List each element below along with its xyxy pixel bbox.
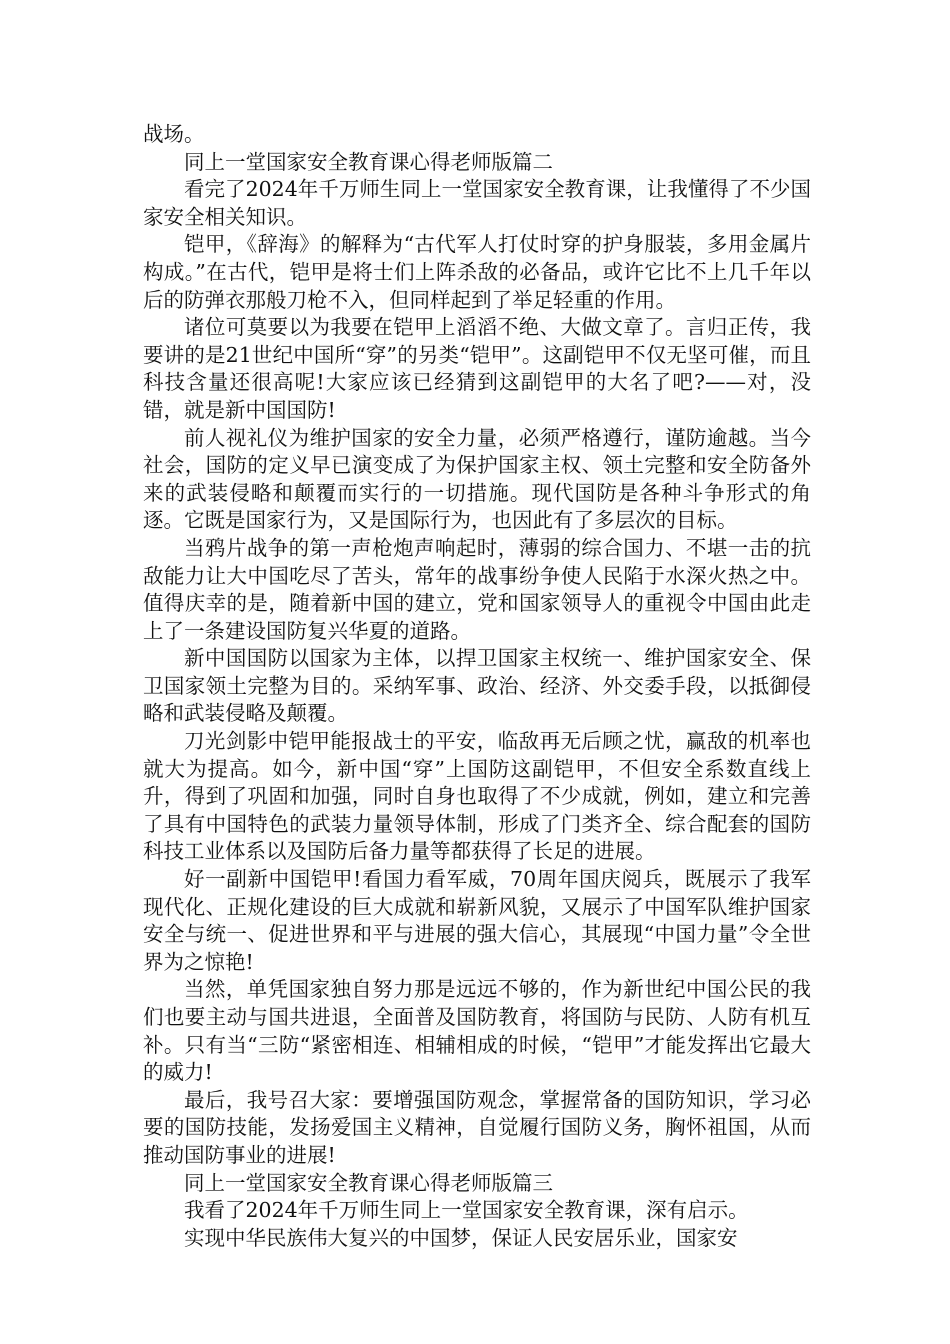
paragraph: 刀光剑影中铠甲能报战士的平安，临敌再无后顾之忧，赢敌的机率也就大为提高。如今，新中国“穿”上国防这副铠甲，不但安全系数直线上升，得到了巩固和加强，同时自身也取得了不少成就，例如，建立和完善了具有中国特色的武装力量领导体制，形成了门类齐全、综合配套的国防科技工业体系以及国防后备力量等都获得了长足的进展。 (143, 729, 811, 864)
paragraph: 新中国国防以国家为主体，以捍卫国家主权统一、维护国家安全、保卫国家领土完整为目的。采纳军事、政治、经济、外交委手段，以抵御侵略和武装侵略及颠覆。 (143, 646, 811, 726)
paragraph: 诸位可莫要以为我要在铠甲上滔滔不绝、大做文章了。言归正传，我要讲的是21世纪中国所“穿”的另类“铠甲”。这副铠甲不仅无坚可催，而且科技含量还很高呢!大家应该已经猜到这副铠甲的大名了吧?——对，没错，就是新中国国防! (143, 315, 811, 422)
section-heading-3: 同上一堂国家安全教育课心得老师版篇三 (184, 1170, 553, 1195)
paragraph: 铠甲，《辞海》的解释为“古代军人打仗时穿的护身服装，多用金属片构成。”在古代，铠甲是将士们上阵杀敌的必备品，或许它比不上几千年以后的防弹衣那般刀枪不入，但同样起到了举足轻重的作用。 (143, 232, 811, 312)
paragraph: 当然，单凭国家独自努力那是远远不够的，作为新世纪中国公民的我们也要主动与国共进退，全面普及国防教育，将国防与民防、人防有机互补。只有当“三防“紧密相连、相辅相成的时候，“铠甲”才能发挥出它最大的威力! (143, 977, 811, 1085)
paragraph-continuation: 战场。 (143, 122, 205, 146)
paragraph: 前人视礼仪为维护国家的安全力量，必须严格遵行，谨防逾越。当今社会，国防的定义早已演变成了为保护国家主权、领土完整和安全防备外来的武装侵略和颠覆而实行的一切措施。现代国防是各种斗争形式的角逐。它既是国家行为，又是国际行为，也因此有了多层次的目标。 (143, 425, 811, 533)
paragraph: 看完了2024年千万师生同上一堂国家安全教育课，让我懂得了不少国家安全相关知识。 (143, 177, 811, 229)
document-page (143, 121, 811, 1252)
paragraph: 好一副新中国铠甲!看国力看军威，70周年国庆阅兵，既展示了我军现代化、正规化建设的巨大成就和崭新风貌，又展示了中国军队维护国家安全与统一、促进世界和平与进展的强大信心，其展现“中国力量”令全世界为之惊艳! (143, 867, 811, 974)
paragraph: 当鸦片战争的第一声枪炮声响起时，薄弱的综合国力、不堪一击的抗敌能力让大中国吃尽了苦头，常年的战事纷争使人民陷于水深火热之中。值得庆幸的是，随着新中国的建立，党和国家领导人的重视令中国由此走上了一条建设国防复兴华夏的道路。 (143, 535, 811, 643)
paragraph: 最后，我号召大家：要增强国防观念，掌握常备的国防知识，学习必要的国防技能，发扬爱国主义精神，自觉履行国防义务，胸怀祖国，从而推动国防事业的进展! (143, 1087, 811, 1167)
section-heading-2: 同上一堂国家安全教育课心得老师版篇二 (184, 149, 553, 174)
paragraph: 实现中华民族伟大复兴的中国梦，保证人民安居乐业，国家安 (184, 1225, 738, 1250)
paragraph: 我看了2024年千万师生同上一堂国家安全教育课，深有启示。 (184, 1198, 749, 1223)
